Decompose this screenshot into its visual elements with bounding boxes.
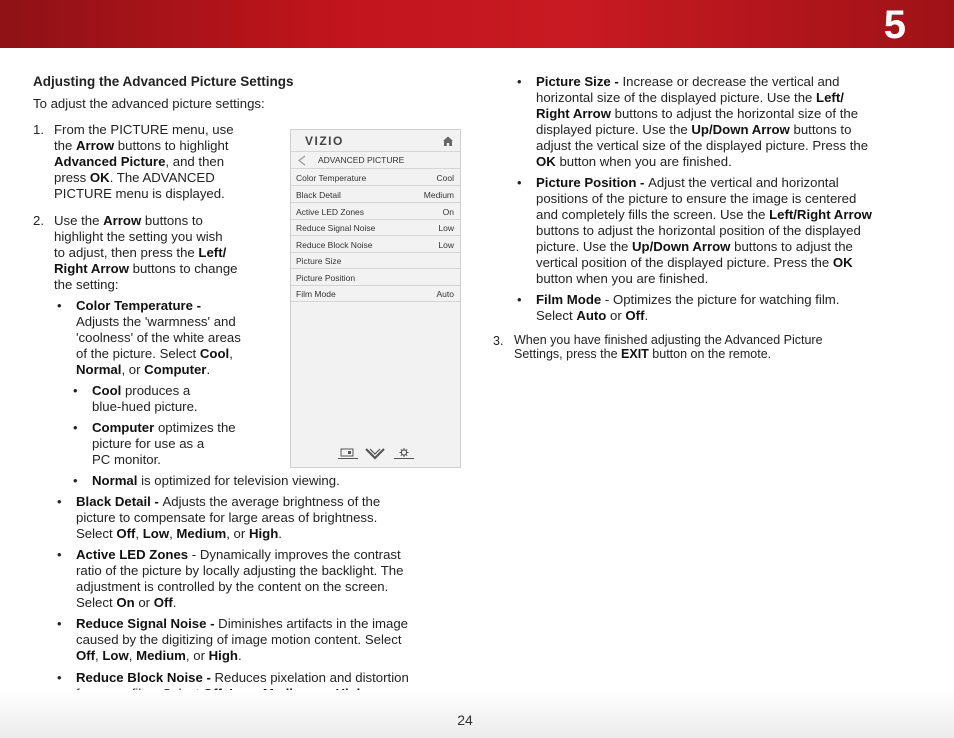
vizio-v-icon[interactable] — [366, 449, 384, 458]
text-line: vertical position of the displayed picture. Press the OK — [536, 255, 853, 270]
chapter-header-bar — [0, 0, 954, 48]
text-line: 'coolness' of the white areas — [76, 330, 241, 345]
bullet: • — [57, 670, 62, 685]
row-value: On — [442, 207, 454, 217]
tv-menu-row-reduce-signal-noise[interactable] — [291, 219, 460, 236]
text-line: of the picture. Select Cool, — [76, 346, 233, 361]
bullet: • — [57, 494, 62, 509]
vizio-logo: VIZIO — [305, 134, 344, 148]
tv-menu-row-picture-size[interactable] — [291, 252, 460, 269]
text-line: button when you are finished. — [536, 271, 709, 286]
tv-menu-title-row — [291, 152, 460, 169]
section-heading: Adjusting the Advanced Picture Settings — [33, 74, 294, 89]
text-line: OK button when you are finished. — [536, 154, 732, 169]
gear-icon[interactable] — [394, 448, 414, 459]
text-line: Select Auto or Off. — [536, 308, 649, 323]
text-line: Active LED Zones - Dynamically improves the contrast — [76, 547, 401, 562]
row-label: Black Detail — [296, 190, 341, 200]
text-line: ratio of the picture by locally adjusting the backlight. The — [76, 563, 404, 578]
bullet: • — [517, 74, 522, 89]
row-label: Reduce Signal Noise — [296, 223, 376, 233]
text-line: adjust the vertical size of the displayed picture. Press the — [536, 138, 869, 153]
bullet: • — [517, 292, 522, 307]
text-line: When you have finished adjusting the Advanced Picture — [514, 333, 823, 347]
row-value: Cool — [436, 173, 454, 183]
text-line: displayed picture. Use the Up/Down Arrow buttons to — [536, 122, 852, 137]
text-line: Settings, press the EXIT button on the remote. — [514, 347, 772, 361]
text-line: Reduce Block Noise - Reduces pixelation and distortion — [76, 670, 409, 685]
text-line: PICTURE menu is displayed. — [54, 186, 225, 201]
text-line: adjustment is controlled by the content on the screen. — [76, 579, 389, 594]
text-line: Off, Low, Medium, or High. — [76, 648, 242, 663]
text-line: Reduce Signal Noise - Diminishes artifacts in the image — [76, 616, 408, 631]
bullet: • — [73, 420, 78, 435]
back-arrow-icon[interactable] — [297, 155, 307, 166]
text-line: Normal, or Computer. — [76, 362, 211, 377]
text-line: horizontal size of the displayed picture. Use the Left/ — [536, 90, 844, 105]
tv-menu-title: ADVANCED PICTURE — [318, 155, 405, 165]
text-line: Film Mode - Optimizes the picture for watching film. — [536, 292, 840, 307]
row-label: Reduce Block Noise — [296, 240, 373, 250]
text-line: PC monitor. — [92, 452, 161, 467]
text-line: Picture Position - Adjust the vertical and horizontal — [536, 175, 839, 190]
text-line: Right Arrow buttons to change — [54, 261, 238, 276]
tv-menu-row-picture-position[interactable] — [291, 269, 460, 286]
step-number: 3. — [493, 334, 504, 348]
text-line: Select Off, Low, Medium, or High. — [76, 526, 282, 541]
row-value: Low — [438, 223, 454, 233]
text-line: press OK. The ADVANCED — [54, 170, 215, 185]
text-line: Color Temperature - — [76, 298, 202, 313]
home-icon[interactable] — [442, 135, 454, 147]
text-line: Normal is optimized for television viewing. — [92, 473, 340, 488]
row-label: Color Temperature — [296, 173, 367, 183]
bullet: • — [73, 383, 78, 398]
row-label: Film Mode — [296, 289, 336, 299]
text-line: picture for use as a — [92, 436, 205, 451]
bullet: • — [73, 473, 78, 488]
text-line: and completely fills the screen. Use the Left/Right Arrow — [536, 207, 872, 222]
bullet: • — [57, 298, 62, 313]
text-line: caused by the digitizing of image motion content. Select — [76, 632, 402, 647]
bullet: • — [57, 616, 62, 631]
chapter-number: 5 — [883, 3, 906, 47]
text-line: Black Detail - Adjusts the average brightness of the — [76, 494, 381, 509]
bullet: • — [57, 547, 62, 562]
text-line: Cool produces a — [92, 383, 191, 398]
text-line: highlight the setting you wish — [54, 229, 223, 244]
text-line: Right Arrow buttons to adjust the horizontal size of the — [536, 106, 859, 121]
row-value: Medium — [423, 190, 454, 200]
tv-menu-topbar — [291, 130, 460, 152]
text-line: blue-hued picture. — [92, 399, 198, 414]
tv-menu-bottom-icons — [338, 446, 418, 460]
text-line: Adjusts the 'warmness' and — [76, 314, 236, 329]
row-label: Active LED Zones — [296, 207, 365, 217]
tv-menu-row-color-temperature[interactable] — [291, 169, 460, 186]
row-label: Picture Size — [296, 256, 342, 266]
text-line: the Arrow buttons to highlight — [54, 138, 229, 153]
text-line: picture. Use the Up/Down Arrow buttons to adjust the — [536, 239, 853, 254]
text-line: buttons to adjust the horizontal position of the displayed — [536, 223, 861, 238]
step-number: 1. — [33, 122, 44, 137]
text-line: picture to compensate for large areas of brightness. — [76, 510, 378, 525]
intro-text: To adjust the advanced picture settings: — [33, 96, 265, 111]
bullet: • — [517, 175, 522, 190]
tv-menu-row-active-led-zones[interactable] — [291, 203, 460, 220]
input-icon[interactable] — [338, 449, 358, 459]
tv-menu-row-black-detail[interactable] — [291, 186, 460, 203]
step-number: 2. — [33, 213, 44, 228]
text-line: Select On or Off. — [76, 595, 177, 610]
text-line: Picture Size - Increase or decrease the vertical and — [536, 74, 840, 89]
row-label: Picture Position — [296, 273, 356, 283]
text-line: positions of the picture to ensure the image is centered — [536, 191, 857, 206]
tv-menu-row-reduce-block-noise[interactable] — [291, 236, 460, 253]
text-line: the setting: — [54, 277, 119, 292]
text-line: From the PICTURE menu, use — [54, 122, 234, 137]
text-line: Advanced Picture, and then — [54, 154, 225, 169]
text-line: to adjust, then press the Left/ — [54, 245, 227, 260]
text-line: Computer optimizes the — [92, 420, 236, 435]
row-value: Auto — [436, 289, 454, 299]
tv-menu-screenshot — [290, 129, 461, 468]
page-number: 24 — [457, 712, 473, 728]
tv-menu-row-film-mode[interactable] — [291, 285, 460, 302]
text-line: Use the Arrow buttons to — [54, 213, 203, 228]
row-value: Low — [438, 240, 454, 250]
